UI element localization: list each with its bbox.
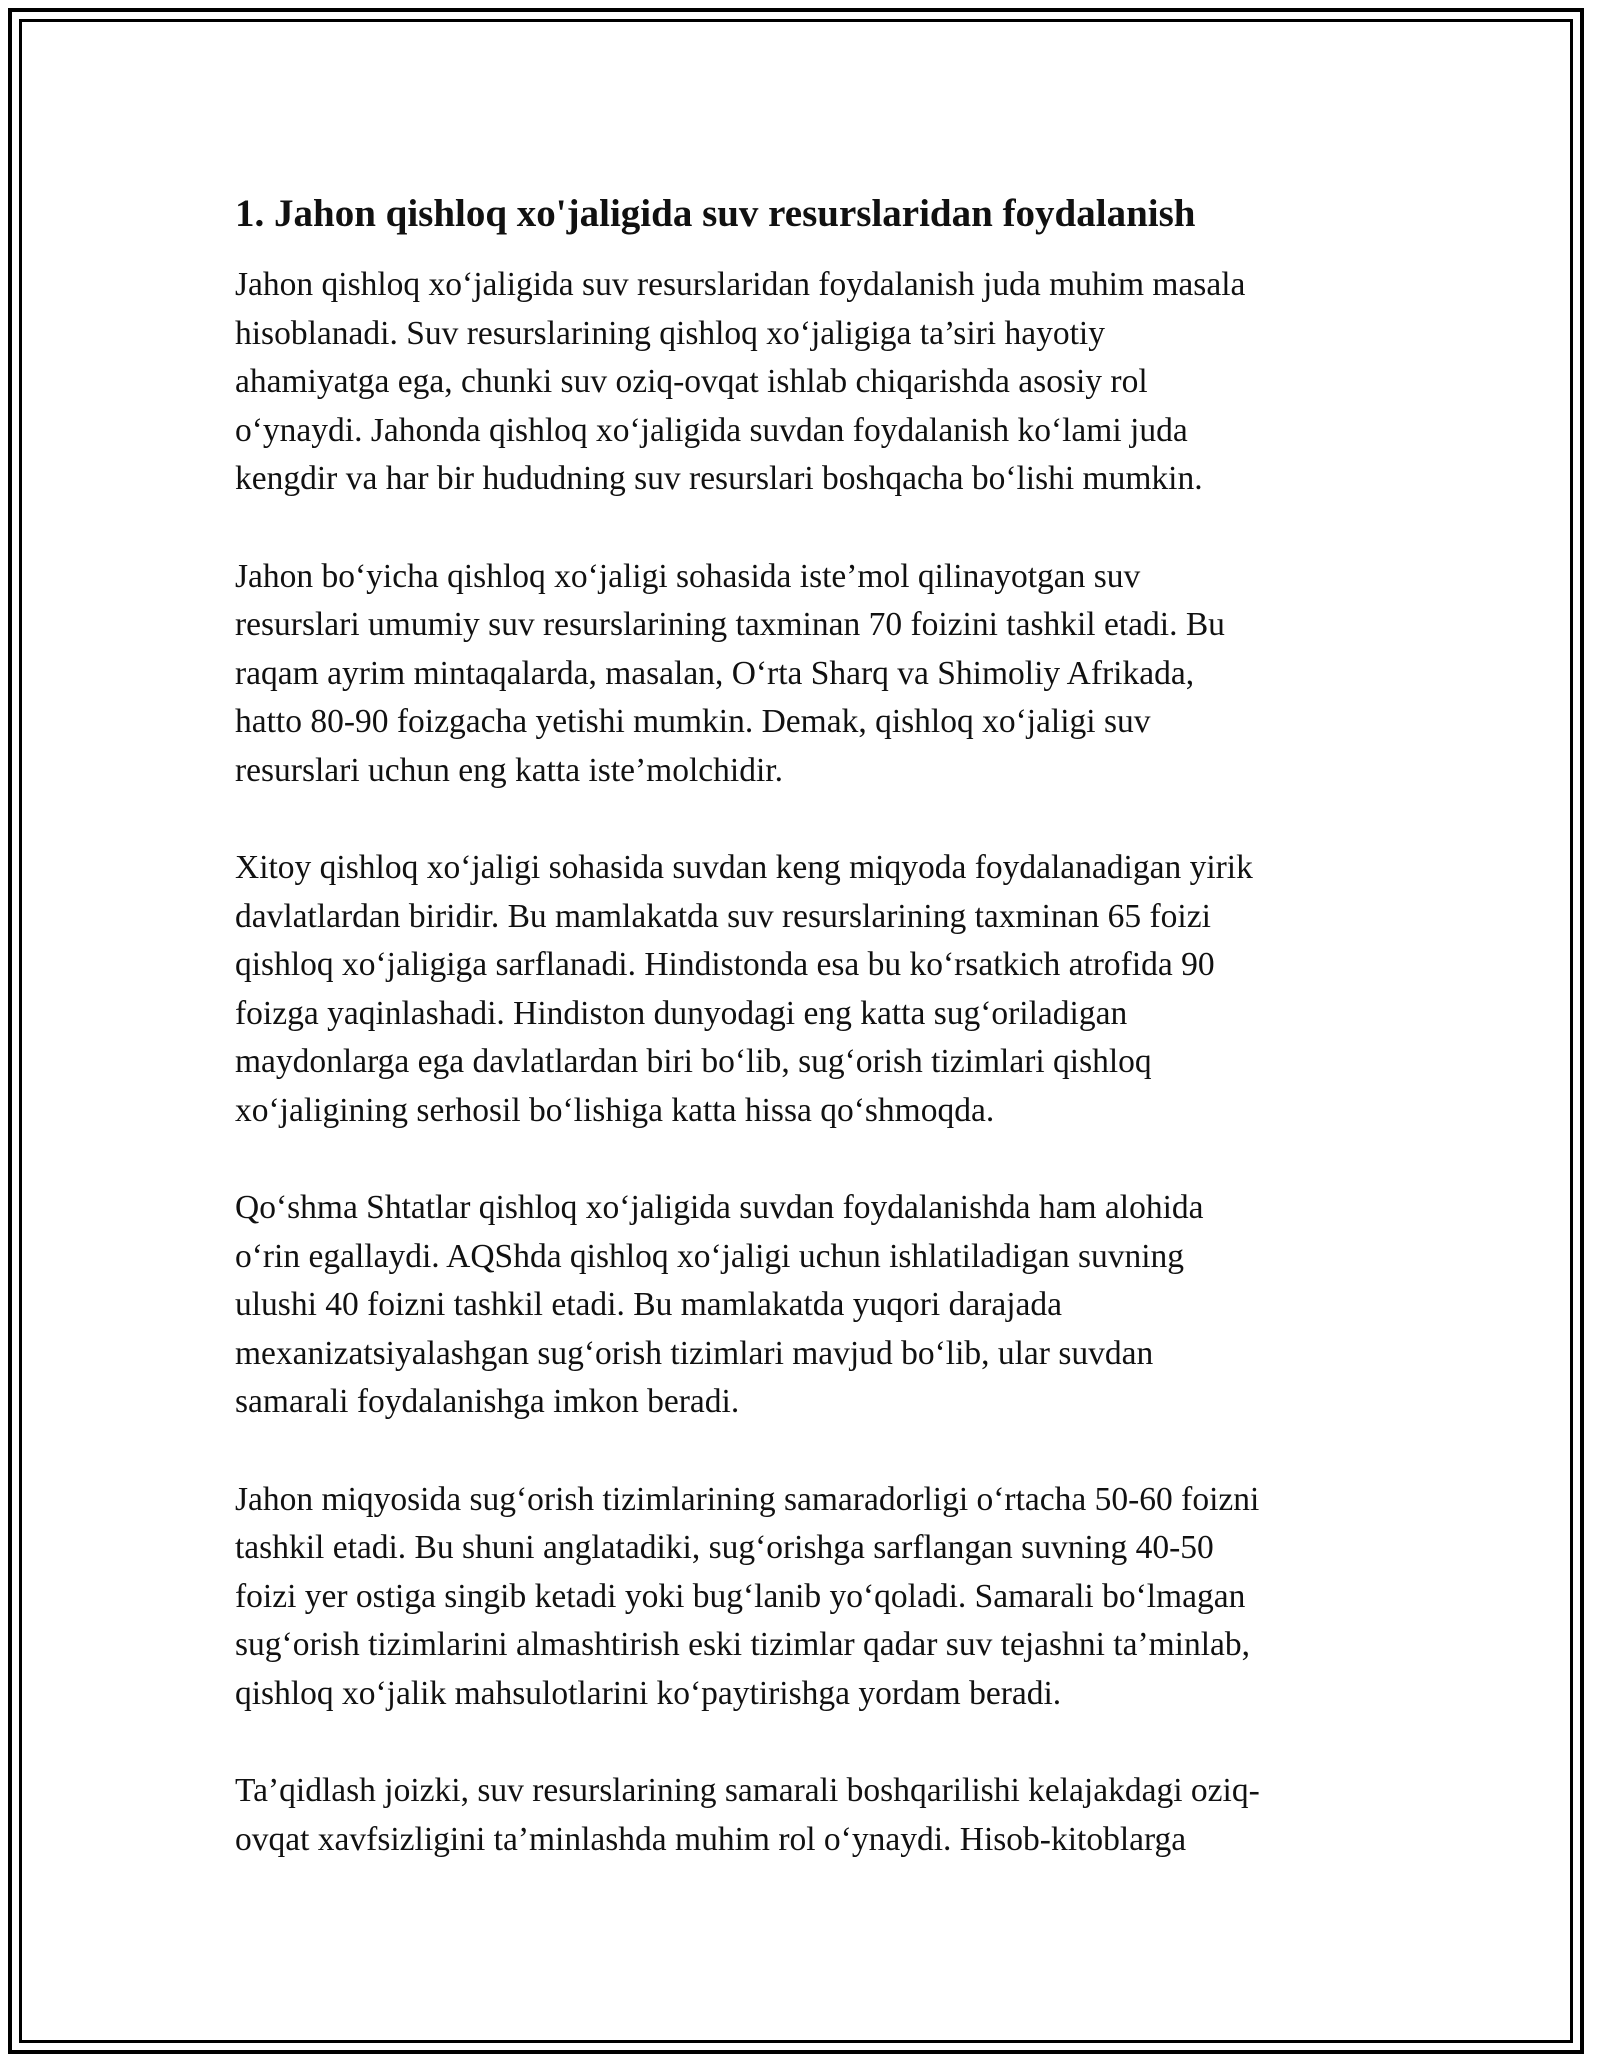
text-line: Ta’qidlash joizki, suv resurslarining samarali boshqarilishi kelajakdagi oziq- — [235, 1772, 1260, 1809]
section-heading: 1. Jahon qishloq xo'jaligida suv resurslaridan foydalanish — [235, 192, 1196, 235]
text-line: hatto 80-90 foizgacha yetishi mumkin. Demak, qishloq xo‘jaligi suv — [235, 703, 1151, 740]
text-line: sug‘orish tizimlarini almashtirish eski tizimlar qadar suv tejashni ta’minlab, — [235, 1626, 1251, 1663]
text-line: maydonlarga ega davlatlardan biri bo‘lib, sug‘orish tizimlari qishloq — [235, 1043, 1152, 1080]
text-line: foizga yaqinlashadi. Hindiston dunyodagi eng katta sug‘oriladigan — [235, 994, 1128, 1032]
text-line: ovqat xavfsizligini ta’minlashda muhim rol o‘ynaydi. Hisob-kitoblarga — [235, 1820, 1187, 1858]
text-line: mexanizatsiyalashgan sug‘orish tizimlari mavjud bo‘lib, ular suvdan — [235, 1334, 1154, 1372]
text-line: Xitoy qishloq xo‘jaligi sohasida suvdan keng miqyoda foydalanadigan yirik — [235, 849, 1253, 886]
text-line: hisoblanadi. Suv resurslarining qishloq xo‘jaligiga ta’siri hayotiy — [235, 314, 1105, 352]
text-line: resurslari uchun eng katta iste’molchidir. — [235, 751, 783, 789]
text-line: Jahon miqyosida sug‘orish tizimlarining samaradorligi o‘rtacha 50-60 foizni — [235, 1480, 1260, 1518]
text-line: davlatlardan biridir. Bu mamlakatda suv resurslarining taxminan 65 foizi — [235, 897, 1211, 935]
paragraph-1 — [235, 261, 1385, 504]
text-line: qishloq xo‘jalik mahsulotlarini ko‘paytirishga yordam beradi. — [235, 1674, 1062, 1712]
paragraph-3 — [235, 844, 1385, 1135]
text-line: Jahon bo‘yicha qishloq xo‘jaligi sohasida iste’mol qilinayotgan suv — [235, 557, 1141, 595]
document-body — [235, 188, 1385, 1913]
text-line: Jahon qishloq xo‘jaligida suv resurslaridan foydalanish juda muhim masala — [235, 266, 1246, 303]
paragraph-6 — [235, 1767, 1385, 1864]
text-line: ulushi 40 foizni tashkil etadi. Bu mamlakatda yuqori darajada — [235, 1286, 1063, 1323]
text-line: kengdir va har bir hududning suv resurslari boshqacha bo‘lishi mumkin. — [235, 460, 1203, 497]
text-line: o‘ynaydi. Jahonda qishloq xo‘jaligida suvdan foydalanish ko‘lami juda — [235, 411, 1188, 449]
text-line: samarali foydalanishga imkon beradi. — [235, 1383, 740, 1420]
text-line: Qo‘shma Shtatlar qishloq xo‘jaligida suvdan foydalanishda ham alohida — [235, 1189, 1204, 1226]
text-line: resurslari umumiy suv resurslarining taxminan 70 foizini tashkil etadi. Bu — [235, 606, 1225, 643]
paragraph-5 — [235, 1476, 1385, 1719]
paragraph-2 — [235, 553, 1385, 796]
text-line: ahamiyatga ega, chunki suv oziq-ovqat ishlab chiqarishda asosiy rol — [235, 363, 1148, 400]
paragraph-4 — [235, 1184, 1385, 1427]
text-line: raqam ayrim mintaqalarda, masalan, O‘rta Sharq va Shimoliy Afrikada, — [235, 654, 1195, 692]
text-line: qishloq xo‘jaligiga sarflanadi. Hindistonda esa bu ko‘rsatkich atrofida 90 — [235, 946, 1215, 983]
text-line: foizi yer ostiga singib ketadi yoki bug‘lanib yo‘qoladi. Samarali bo‘lmagan — [235, 1577, 1246, 1615]
text-line: xo‘jaligining serhosil bo‘lishiga katta hissa qo‘shmoqda. — [235, 1091, 995, 1129]
text-line: tashkil etadi. Bu shuni anglatadiki, sug‘orishga sarflangan suvning 40-50 — [235, 1529, 1214, 1566]
text-line: o‘rin egallaydi. AQShda qishloq xo‘jaligi uchun ishlatiladigan suvning — [235, 1237, 1185, 1275]
